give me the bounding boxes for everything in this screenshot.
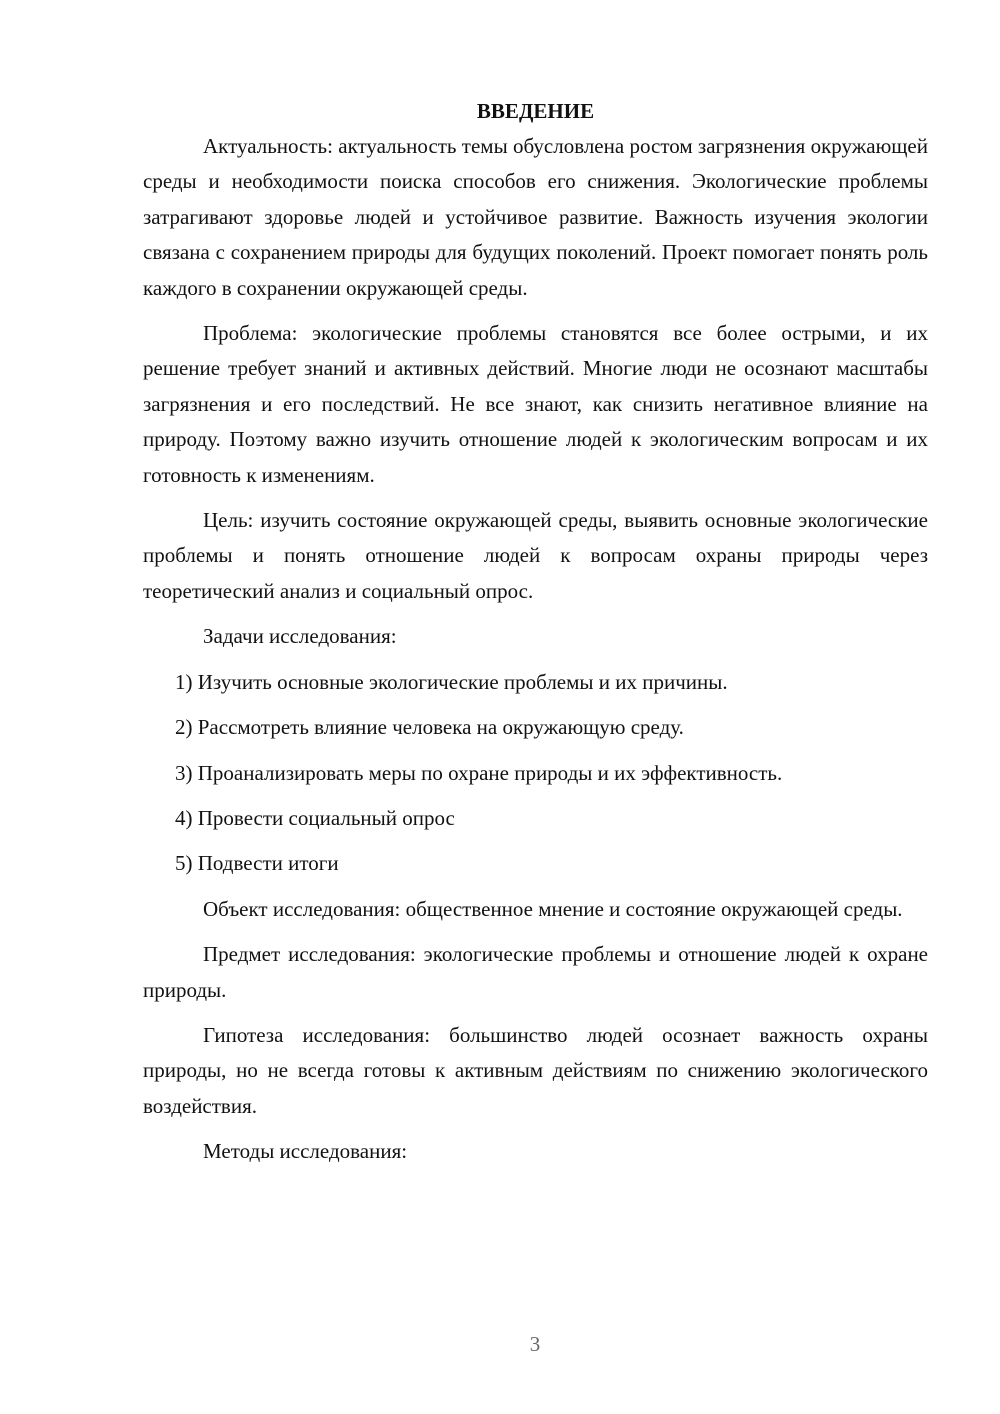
list-item: 4) Провести социальный опрос [175, 805, 455, 830]
page-number: 3 [529, 1332, 541, 1356]
methods-heading: Методы исследования: [203, 1139, 408, 1164]
paragraph-hypothesis: Гипотеза исследования: большинство людей осознает важность охраны природы, но не всегда готовы к активным действиям по снижению экологического воздействия. [143, 1022, 928, 1118]
paragraph-object: Объект исследования: общественное мнение и состояние окружающей среды. [203, 896, 903, 921]
list-item: 3) Проанализировать меры по охране природы и их эффективность. [175, 760, 783, 785]
paragraph-subject: Предмет исследования: экологические проблемы и отношение людей к охране природы. [143, 942, 928, 1002]
paragraph-problem: Проблема: экологические проблемы становятся все более острыми, и их решение требует знаний и активных действий. Многие люди не осознают масштабы загрязнения и его последствий. Не все знают, как снизить негативное влияние на природу. Поэтому важно изучить отношение людей к экологическим вопросам и их готовность к изменениям. [143, 321, 928, 487]
tasks-list [143, 665, 928, 882]
tasks-heading: Задачи исследования: [203, 624, 397, 649]
list-item: 2) Рассмотреть влияние человека на окружающую среду. [175, 715, 684, 740]
list-item: 1) Изучить основные экологические проблемы и их причины. [175, 669, 728, 694]
paragraph-goal: Цель: изучить состояние окружающей среды, выявить основные экологические проблемы и понять отношение людей к вопросам охраны природы через теоретический анализ и социальный опрос. [143, 508, 928, 603]
list-item: 5) Подвести итоги [175, 851, 339, 876]
page-title: ВВЕДЕНИЕ [476, 99, 595, 123]
page-content [143, 94, 928, 1180]
paragraph-relevance: Актуальность: актуальность темы обусловлена ростом загрязнения окружающей среды и необходимости поиска способов его снижения. Экологические проблемы затрагивают здоровье людей и устойчивое развитие. Важность изучения экологии связана с сохранением природы для будущих поколений. Проект помогает понять роль каждого в сохранении окружающей среды. [143, 134, 928, 300]
